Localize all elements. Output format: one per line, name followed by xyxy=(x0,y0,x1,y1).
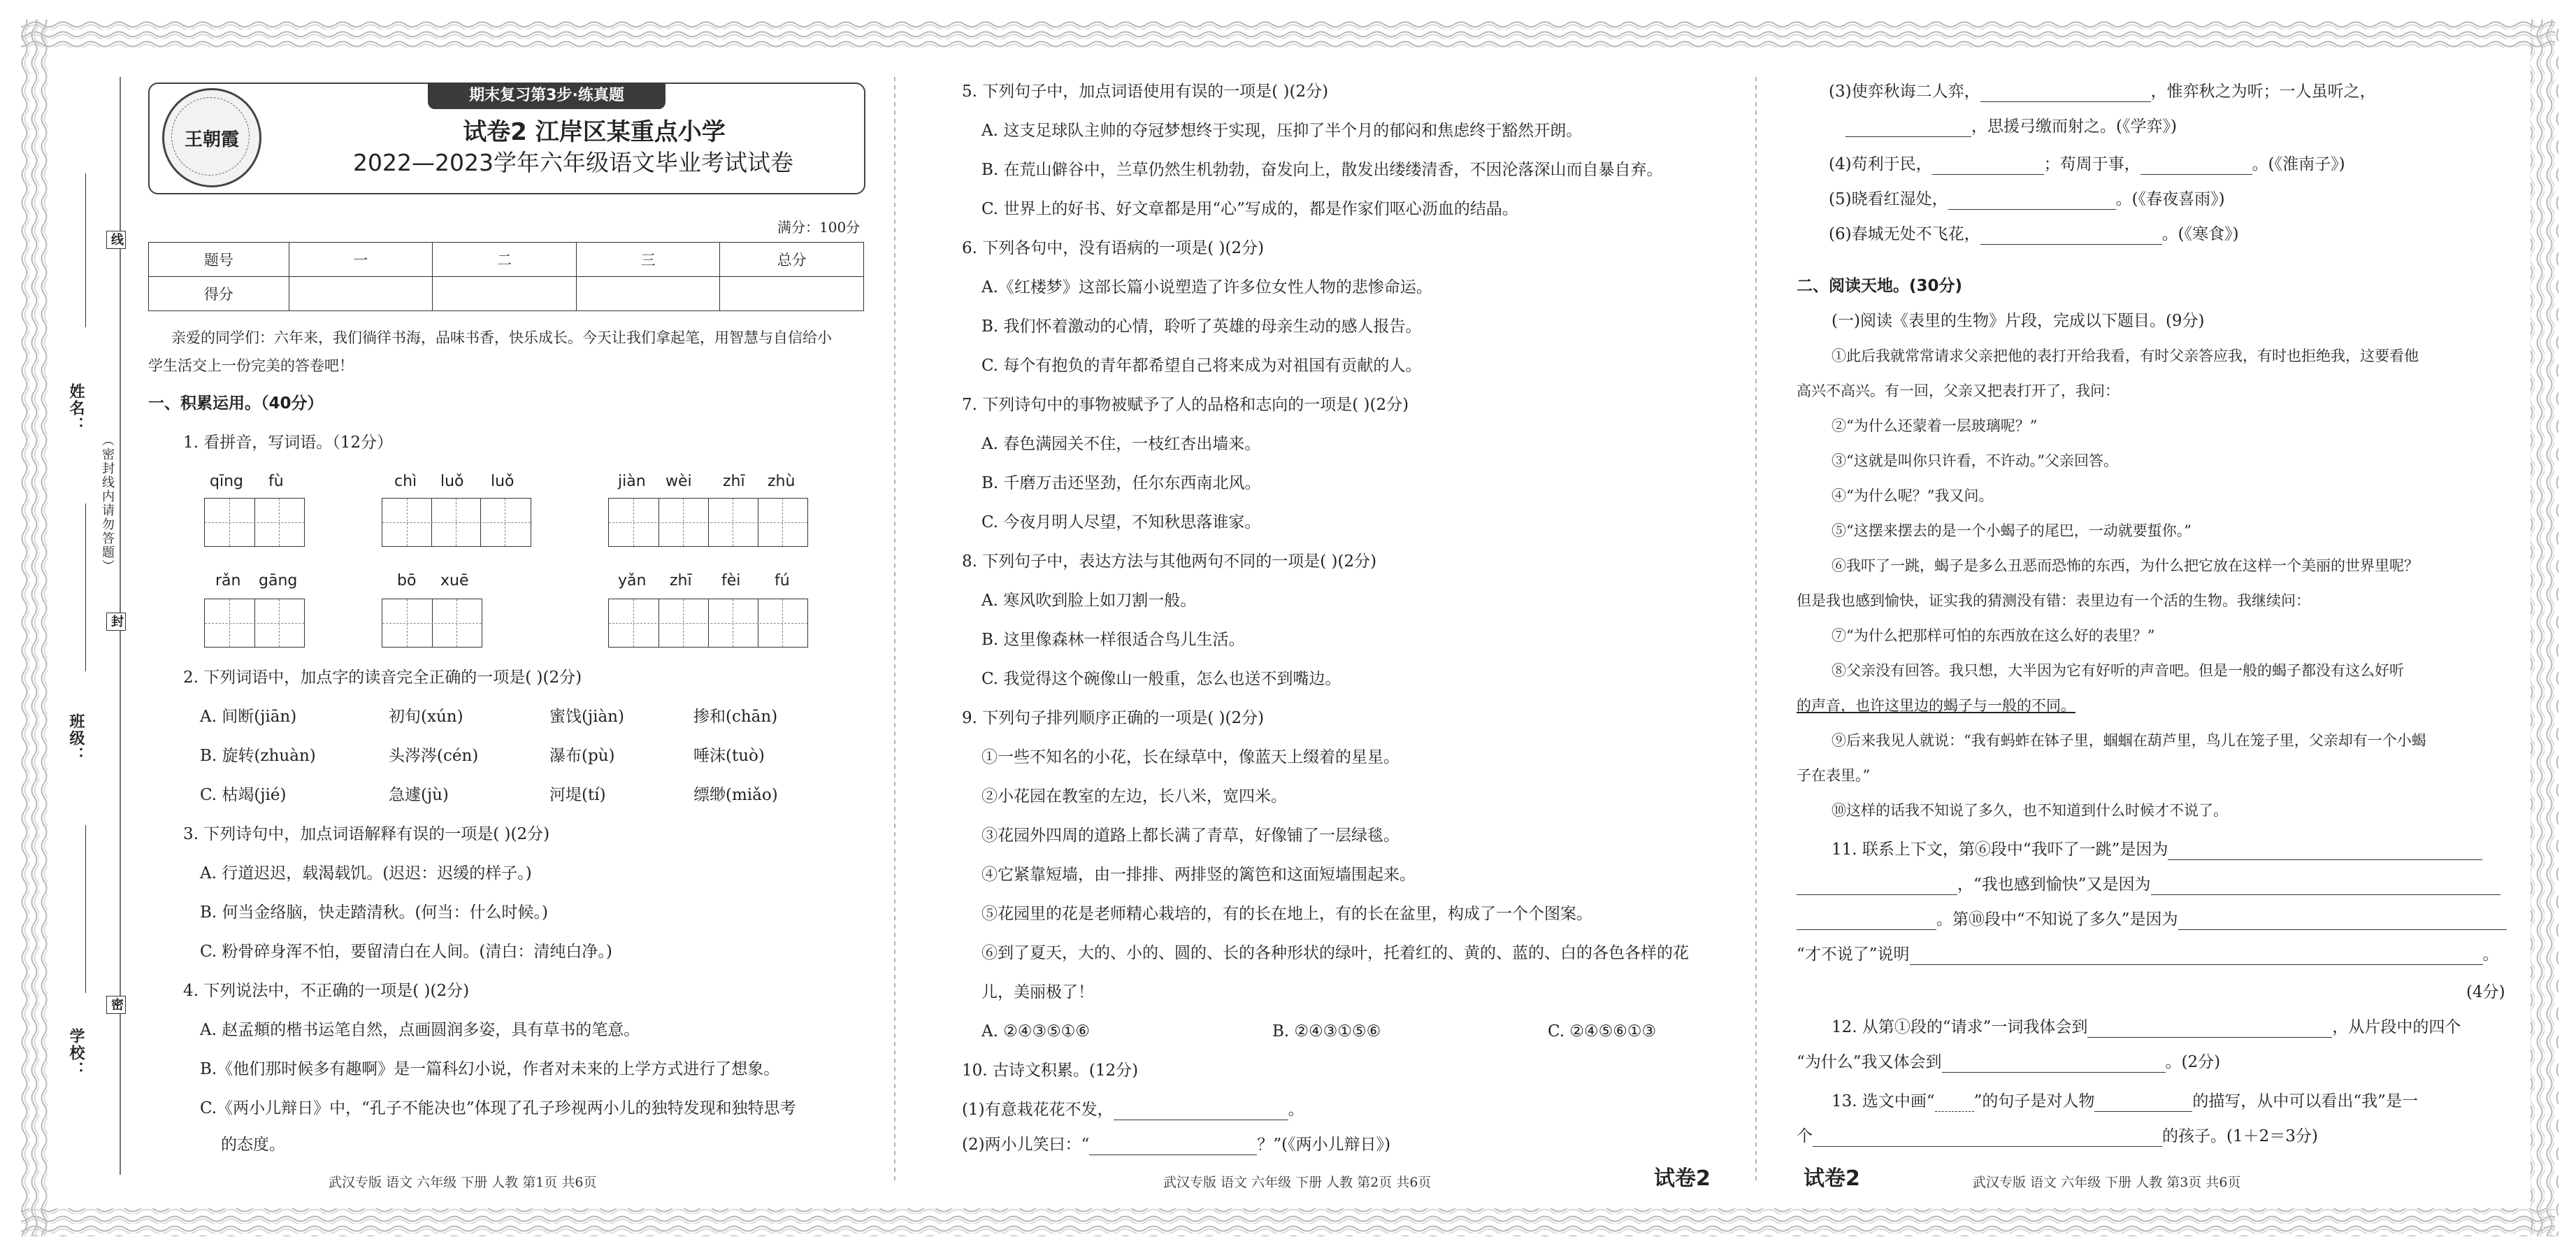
question-text: 。(2分) xyxy=(2165,1053,2221,1071)
poem-line-6 xyxy=(1829,224,2239,245)
q1-prompt: 1. 看拼音，写词语。（12分） xyxy=(183,434,394,452)
answer-blank[interactable] xyxy=(1089,1139,1257,1155)
question-text: ”的句子是对人物 xyxy=(1973,1092,2095,1110)
answer-blank[interactable] xyxy=(1942,1057,2166,1073)
footer-page-1: 武汉专版 语文 六年级 下册 人教 第1页 共6页 xyxy=(329,1175,597,1190)
option-text: C. 枯竭(jié) xyxy=(200,786,287,804)
question-text: ，从片段中的四个 xyxy=(2332,1018,2461,1036)
option-text: C. 我觉得这个碗像山一般重，怎么也送不到嘴边。 xyxy=(981,670,1341,688)
section-2-heading: 二、阅读天地。(30分) xyxy=(1797,277,1963,295)
answer-blank[interactable] xyxy=(1797,879,1957,895)
logo-text: 王朝霞 xyxy=(184,129,239,150)
char-box[interactable] xyxy=(204,498,305,547)
poem-line-4 xyxy=(1829,154,2345,175)
passage-text: ⑩这样的话我不知说了多久，也不知道到什么时候才不说了。 xyxy=(1832,802,2228,819)
score-cell[interactable] xyxy=(720,277,864,311)
passage-text: ①此后我就常常请求父亲把他的表打开给我看，有时父亲答应我，有时也拒绝我，这要看他 xyxy=(1832,348,2419,364)
char-box[interactable] xyxy=(608,498,808,547)
poem-text: ，惟弈秋之为听；一人虽听之， xyxy=(2150,83,2376,101)
intro-line-1: 亲爱的同学们：六年来，我们徜徉书海，品味书香，快乐成长。今天让我们拿起笔，用智慧与自信给小 xyxy=(171,329,832,346)
q10-prompt: 10. 古诗文积累。(12分) xyxy=(962,1061,1139,1080)
q5-prompt: 5. 下列句子中，加点词语使用有误的一项是( )(2分) xyxy=(962,83,1329,101)
q4-prompt: 4. 下列说法中，不正确的一项是( )(2分) xyxy=(183,982,470,1000)
footer-page-2: 武汉专版 语文 六年级 下册 人教 第2页 共6页 xyxy=(1163,1175,1432,1190)
option-text: C.《两小儿辩日》中，“孔子不能决也”体现了孔子珍视两小儿的独特发现和独特思考 xyxy=(200,1099,796,1117)
pinyin-label: fù xyxy=(268,473,284,490)
school-line xyxy=(85,825,87,993)
option-text: 河堤(tí) xyxy=(549,786,606,804)
poem-line-5 xyxy=(1829,189,2225,210)
option-text: C. 每个有抱负的青年都希望自己将来成为对祖国有贡献的人。 xyxy=(981,357,1422,375)
option-text: 头涔涔(cén) xyxy=(389,747,479,765)
answer-blank[interactable] xyxy=(1932,159,2044,175)
score-table-header: 二 xyxy=(433,243,577,277)
question-text: 11. 联系上下文，第⑥段中“我吓了一跳”是因为 xyxy=(1832,841,2168,859)
footer-page-3: 武汉专版 语文 六年级 下册 人教 第3页 共6页 xyxy=(1973,1175,2241,1190)
list-item: ④它紧靠短墙，由一排排、两排竖的篱笆和这面短墙围起来。 xyxy=(981,866,1416,884)
poem-text: ？”(《两小儿辩日》) xyxy=(1257,1136,1391,1154)
answer-blank[interactable] xyxy=(2168,844,2482,860)
answer-blank[interactable] xyxy=(1980,229,2162,245)
char-box[interactable] xyxy=(382,599,482,648)
question-text: 。第⑩段中“不知说了多久”是因为 xyxy=(1936,910,2178,929)
school-label: 学校： xyxy=(67,1028,85,1078)
question-text: 的描写，从中可以看出“我”是一 xyxy=(2192,1092,2418,1110)
option-text: C. 世界上的好书、好文章都是用“心”写成的，都是作家们呕心沥血的结晶。 xyxy=(981,200,1518,218)
score-table-header: 三 xyxy=(576,243,720,277)
poem-text: (1)有意栽花花不发， xyxy=(962,1101,1114,1119)
option-text: B. 我们怀着激动的心情，聆听了英雄的母亲生动的感人报告。 xyxy=(981,317,1422,336)
option-text: A. 春色满园关不住，一枝红杏出墙来。 xyxy=(981,435,1261,453)
reading-intro: (一)阅读《表里的生物》片段，完成以下题目。(9分) xyxy=(1832,312,2205,330)
section-1-heading: 一、积累运用。（40分） xyxy=(148,394,324,413)
answer-blank[interactable] xyxy=(2087,1022,2332,1038)
score-table-header: 总分 xyxy=(720,243,864,277)
pinyin-label: fèi xyxy=(721,572,741,589)
option-text: B. 这里像森林一样很适合鸟儿生活。 xyxy=(981,631,1245,649)
q6-prompt: 6. 下列各句中，没有语病的一项是( )(2分) xyxy=(962,239,1265,257)
option-text: A.《红楼梦》这部长篇小说塑造了许多位女性人物的悲惨命运。 xyxy=(981,278,1432,296)
option-text: A. ②④③⑤①⑥ xyxy=(981,1022,1090,1041)
passage-text: ⑨后来我见人就说：“我有蚂蚱在钵子里，蝈蝈在葫芦里，鸟儿在笼子里，父亲却有一个小蝎 xyxy=(1832,732,2426,749)
intro-line-2: 学生活交上一份完美的答卷吧！ xyxy=(148,357,354,374)
q11-score: (4分) xyxy=(2466,983,2505,1001)
option-text: B. 在荒山僻谷中，兰草仍然生机勃勃，奋发向上，散发出缕缕清香，不因沦落深山而自暴自弃。 xyxy=(981,161,1663,179)
passage-text: ④“为什么呢？”我又问。 xyxy=(1832,487,1994,504)
exam-tag: 试卷2 xyxy=(1654,1166,1711,1191)
q10-line-2 xyxy=(962,1134,1390,1155)
option-text: A. 行道迟迟，载渴载饥。(迟迟：迟缓的样子。) xyxy=(200,864,532,882)
question-text: 13. 选文中画“ xyxy=(1832,1092,1935,1110)
score-table-label: 得分 xyxy=(149,277,289,311)
option-text: B. 何当金络脑，快走踏清秋。(何当：什么时候。) xyxy=(200,903,548,922)
q12-line-2 xyxy=(1797,1052,2220,1073)
q7-prompt: 7. 下列诗句中的事物被赋予了人的品格和志向的一项是( )(2分) xyxy=(962,396,1409,414)
q12-line-1 xyxy=(1832,1017,2461,1038)
poem-text: ；苟周于事， xyxy=(2043,155,2140,173)
question-text: “为什么”我又体会到 xyxy=(1797,1053,1942,1071)
passage-text: 的声音，也许这里边的蝎子与一般的不同。 xyxy=(1797,697,2075,714)
pinyin-label: chì xyxy=(394,473,417,490)
list-item: ②小花园在教室的左边，长八米，宽四米。 xyxy=(981,787,1287,806)
answer-blank[interactable] xyxy=(1845,121,1971,137)
name-label: 姓名： xyxy=(67,383,85,434)
underline-sample xyxy=(1935,1096,1974,1112)
option-text: A. 这支足球队主帅的夺冠梦想终于实现，压抑了半个月的郁闷和焦虑终于豁然开朗。 xyxy=(981,122,1583,140)
question-text: 。 xyxy=(2482,945,2499,964)
seal-mark-feng: 封 xyxy=(106,613,126,631)
score-cell[interactable] xyxy=(576,277,720,311)
class-line xyxy=(85,503,87,671)
option-text: 蜜饯(jiàn) xyxy=(549,708,624,726)
q11-line-1 xyxy=(1832,839,2482,860)
full-score: 满分：100分 xyxy=(777,219,861,236)
score-cell[interactable] xyxy=(433,277,577,311)
passage-text: 高兴不高兴。有一回，父亲又把表打开了，我问： xyxy=(1797,383,2120,399)
option-text: 初旬(xún) xyxy=(389,708,463,726)
pinyin-label: fú xyxy=(775,572,790,589)
name-line xyxy=(85,173,87,327)
exam-tag: 试卷2 xyxy=(1804,1166,1860,1191)
poem-line-3a xyxy=(1829,81,2376,102)
passage-text: 子在表里。” xyxy=(1797,767,1871,784)
pinyin-label: zhī xyxy=(670,572,692,589)
option-text: 瀑布(pù) xyxy=(549,747,615,765)
poem-text: 。 xyxy=(1288,1101,1304,1119)
seal-mark-line: 线 xyxy=(106,231,126,249)
option-text: 唾沫(tuò) xyxy=(693,747,765,765)
pinyin-label: qīng xyxy=(210,473,243,490)
option-text: A. 赵孟頫的楷书运笔自然，点画圆润多姿，具有草书的笔意。 xyxy=(200,1021,640,1039)
pinyin-label: rǎn xyxy=(215,572,241,589)
option-text: B. 千磨万击还坚劲，任尔东西南北风。 xyxy=(981,474,1261,492)
poem-text: (2)两小儿笑曰：“ xyxy=(962,1136,1090,1154)
poem-text: (4)苟利于民， xyxy=(1829,155,1932,173)
q11-line-2 xyxy=(1797,874,2501,895)
option-text: C. 粉骨碎身浑不怕，要留清白在人间。(清白：清纯白净。) xyxy=(200,943,612,961)
brand-logo xyxy=(162,88,261,187)
pinyin-label: bō xyxy=(397,572,417,589)
option-text: B.《他们那时候多有趣啊》是一篇科幻小说，作者对未来的上学方式进行了想象。 xyxy=(200,1060,780,1078)
passage-text: ②“为什么还蒙着一层玻璃呢？” xyxy=(1832,417,2038,434)
passage-text: ⑧父亲没有回答。我只想，大半因为它有好听的声音吧。但是一般的蝎子都没有这么好听 xyxy=(1832,662,2404,679)
score-table-header: 题号 xyxy=(149,243,289,277)
answer-blank[interactable] xyxy=(2178,914,2507,930)
passage-text: ③“这就是叫你只许看，不许动。”父亲回答。 xyxy=(1832,452,2118,469)
page-title: 试卷2 江岸区某重点小学 xyxy=(463,118,726,146)
page-subtitle: 2022—2023学年六年级语文毕业考试试卷 xyxy=(353,149,793,176)
passage-text: ⑤“这摆来摆去的是一个小蝎子的尾巴，一动就要蜇你。” xyxy=(1832,522,2192,539)
answer-blank[interactable] xyxy=(1114,1104,1288,1120)
answer-blank[interactable] xyxy=(1948,194,2116,210)
pinyin-label: yǎn xyxy=(618,572,647,589)
class-label: 班级： xyxy=(67,713,85,764)
score-table-header: 一 xyxy=(289,243,433,277)
poem-text: 。(《春夜喜雨》) xyxy=(2115,190,2225,208)
pinyin-label: zhù xyxy=(768,473,796,490)
question-text: ，“我也感到愉快”又是因为 xyxy=(1957,875,2151,894)
char-box[interactable] xyxy=(382,498,531,547)
poem-text: 。(《寒食》) xyxy=(2161,225,2239,243)
option-text: 的态度。 xyxy=(221,1136,285,1154)
pinyin-label: wèi xyxy=(665,473,692,490)
option-text: 掺和(chān) xyxy=(693,708,778,726)
q11-line-4 xyxy=(1797,944,2499,965)
poem-text: (5)晓看红湿处， xyxy=(1829,190,1948,208)
poem-text: (3)使弈秋诲二人弈， xyxy=(1829,83,1980,101)
seal-mark-mi: 密 xyxy=(106,996,126,1014)
option-text: B. 旋转(zhuàn) xyxy=(200,747,316,765)
score-table xyxy=(148,242,864,311)
answer-blank[interactable] xyxy=(2094,1096,2192,1112)
q8-prompt: 8. 下列句子中，表达方法与其他两句不同的一项是( )(2分) xyxy=(962,552,1377,571)
list-item: ⑤花园里的花是老师精心栽培的，有的长在地上，有的长在盆里，构成了一个个图案。 xyxy=(981,905,1592,923)
list-item: ①一些不知名的小花，长在绿草中，像蓝天上缀着的星星。 xyxy=(981,748,1399,766)
q13-line-2 xyxy=(1797,1126,2318,1147)
poem-text: ，思援弓缴而射之。(《学弈》) xyxy=(1971,117,2177,136)
poem-text: (6)春城无处不飞花， xyxy=(1829,225,1980,243)
option-text: A. 间断(jiān) xyxy=(200,708,297,726)
question-text: 的孩子。(1＋2＝3分) xyxy=(2162,1127,2318,1145)
question-text: 个 xyxy=(1797,1127,1813,1145)
pinyin-label: luǒ xyxy=(491,473,515,490)
char-box[interactable] xyxy=(204,599,305,648)
char-box[interactable] xyxy=(608,599,808,648)
q10-line-1 xyxy=(962,1099,1304,1120)
option-text: C. ②④⑤⑥①③ xyxy=(1548,1022,1657,1041)
option-text: 急遽(jù) xyxy=(389,786,449,804)
q13-line-1 xyxy=(1832,1091,2418,1112)
pinyin-label: zhī xyxy=(723,473,745,490)
question-text: 12. 从第①段的“请求”一词我体会到 xyxy=(1832,1018,2088,1036)
poem-text: 。(《淮南子》) xyxy=(2252,155,2345,173)
header-banner: 期末复习第3步·练真题 xyxy=(428,83,665,109)
q9-prompt: 9. 下列句子排列顺序正确的一项是( )(2分) xyxy=(962,709,1265,727)
answer-blank[interactable] xyxy=(1797,914,1936,930)
option-text: C. 今夜月明人尽望，不知秋思落谁家。 xyxy=(981,513,1261,531)
pinyin-label: jiàn xyxy=(618,473,646,490)
list-item: 儿，美丽极了！ xyxy=(981,983,1094,1001)
q2-prompt: 2. 下列词语中，加点字的读音完全正确的一项是( )(2分) xyxy=(183,669,582,687)
passage-text: 但是我也感到愉快，证实我的猜测没有错：表里边有一个活的生物。我继续问： xyxy=(1797,592,2310,609)
seal-line-note: （密封线内请勿答题） xyxy=(100,434,115,573)
list-item: ③花园外四周的道路上都长满了青草，好像铺了一层绿毯。 xyxy=(981,827,1399,845)
option-text: A. 寒风吹到脸上如刀割一般。 xyxy=(981,592,1197,610)
score-cell[interactable] xyxy=(289,277,433,311)
answer-blank[interactable] xyxy=(1910,949,2483,965)
pinyin-label: gāng xyxy=(259,572,298,589)
pinyin-label: xuē xyxy=(440,572,469,589)
answer-blank[interactable] xyxy=(1980,86,2151,102)
question-text: “才不说了”说明 xyxy=(1797,945,1910,964)
passage-text: ⑥我吓了一跳，蝎子是多么丑恶而恐怖的东西，为什么把它放在这样一个美丽的世界里呢？ xyxy=(1832,557,2419,574)
pinyin-label: luǒ xyxy=(440,473,464,490)
q3-prompt: 3. 下列诗句中，加点词语解释有误的一项是( )(2分) xyxy=(183,825,550,843)
answer-blank[interactable] xyxy=(2140,159,2252,175)
option-text: B. ②④③①⑤⑥ xyxy=(1272,1022,1381,1041)
poem-line-3b xyxy=(1845,116,2177,137)
answer-blank[interactable] xyxy=(1813,1131,2162,1147)
option-text: 缥缈(miǎo) xyxy=(693,786,778,804)
passage-text: ⑦“为什么把那样可怕的东西放在这么好的表里？” xyxy=(1832,627,2155,644)
answer-blank[interactable] xyxy=(2151,879,2501,895)
list-item: ⑥到了夏天，大的、小的、圆的、长的各种形状的绿叶，托着红的、黄的、蓝的、白的各色各样的花 xyxy=(981,944,1689,962)
q11-line-3 xyxy=(1797,909,2507,930)
